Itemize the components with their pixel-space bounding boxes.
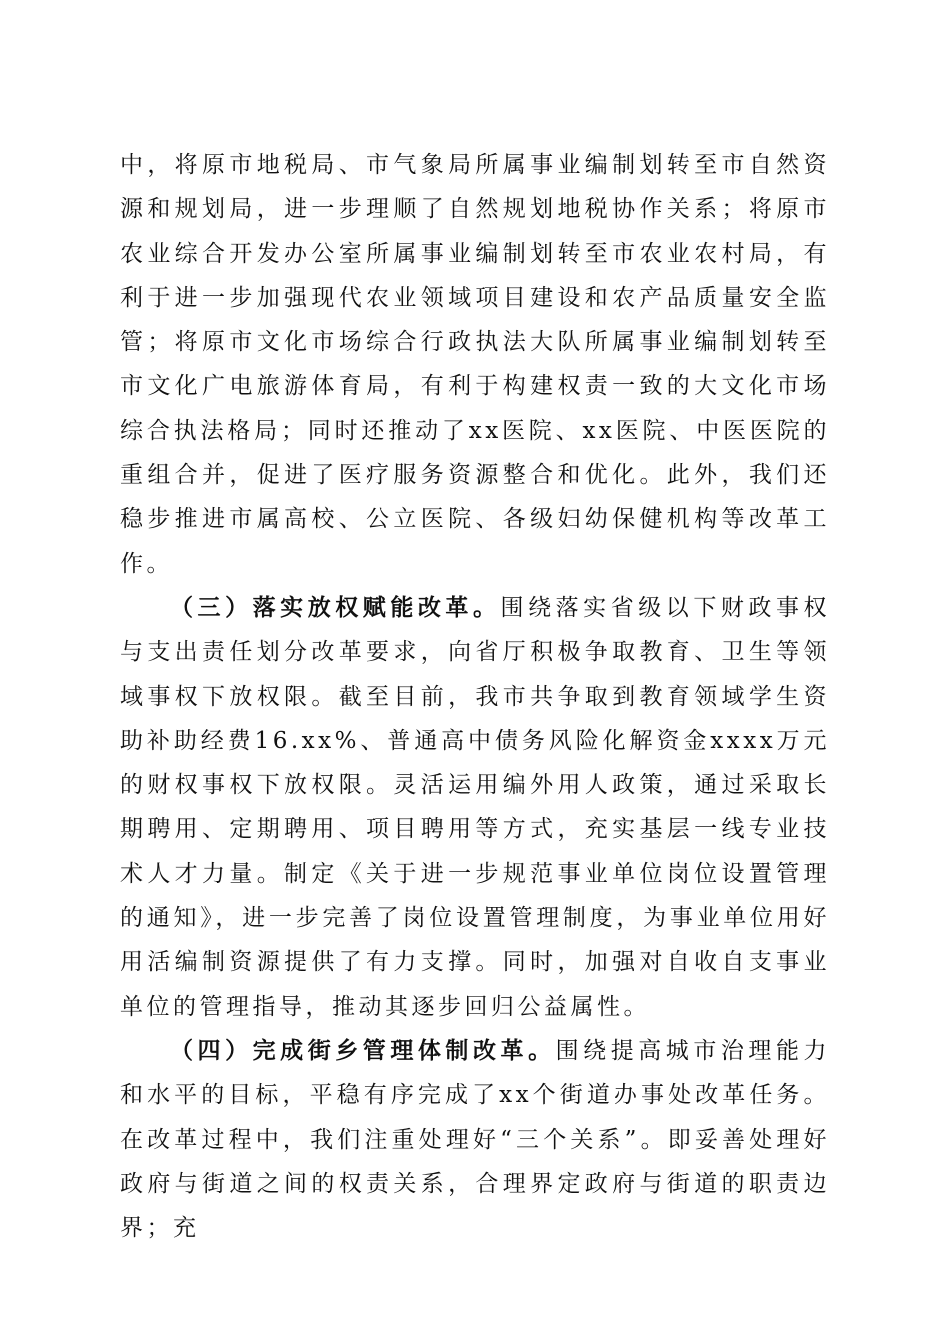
paragraph-text: 围绕提高城市治理能力和水平的目标，平稳有序完成了xx个街道办事处改革任务。在改革过程中，我们注重处理好“三个关系”。即妥善处理好政府与街道之间的权责关系，合理界定政府与街道的职责边界；充: [120, 1037, 831, 1242]
document-body: [120, 143, 830, 1250]
paragraph-continuation: [120, 143, 830, 586]
paragraph-section-4: [120, 1029, 830, 1250]
paragraph-section-3: [120, 586, 830, 1029]
paragraph-text: 围绕落实省级以下财政事权与支出责任划分改革要求，向省厅积极争取教育、卫生等领域事权下放权限。截至目前，我市共争取到教育领域学生资助补助经费16.xx%、普通高中债务风险化解资金xxxx万元的财权事权下放权限。灵活运用编外用人政策，通过采取长期聘用、定期聘用、项目聘用等方式，充实基层一线专业技术人才力量。制定《关于进一步规范事业单位岗位设置管理的通知》，进一步完善了岗位设置管理制度，为事业单位用好用活编制资源提供了有力支撑。同时，加强对自收自支事业单位的管理指导，推动其逐步回归公益属性。: [120, 594, 831, 1020]
section-heading: （三）落实放权赋能改革。: [170, 593, 501, 621]
paragraph-text: 中，将原市地税局、市气象局所属事业编制划转至市自然资源和规划局，进一步理顺了自然规划地税协作关系；将原市农业综合开发办公室所属事业编制划转至市农业农村局，有利于进一步加强现代农业领域项目建设和农产品质量安全监管；将原市文化市场综合行政执法大队所属事业编制划转至市文化广电旅游体育局，有利于构建权责一致的大文化市场综合执法格局；同时还推动了xx医院、xx医院、中医医院的重组合并，促进了医疗服务资源整合和优化。此外，我们还稳步推进市属高校、公立医院、各级妇幼保健机构等改革工作。: [120, 152, 830, 577]
section-heading: （四）完成街乡管理体制改革。: [170, 1036, 556, 1064]
